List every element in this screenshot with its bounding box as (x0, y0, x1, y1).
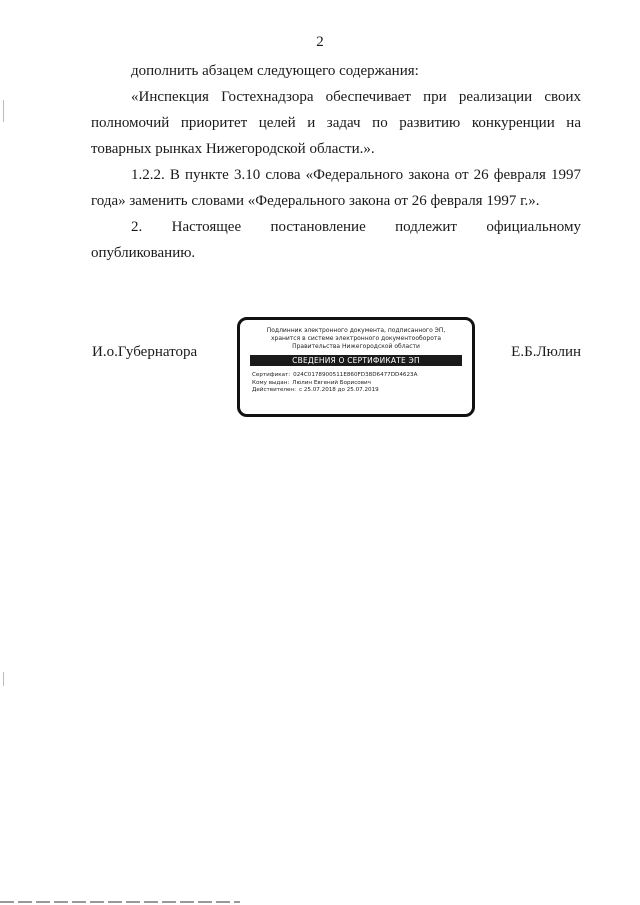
owner-value: Люлин Евгений Борисович (292, 379, 371, 386)
document-body (91, 58, 581, 266)
stamp-owner-row (252, 380, 472, 388)
owner-label: Кому выдан: (252, 379, 290, 386)
margin-mark (3, 100, 4, 122)
certificate-label: Сертификат: (252, 372, 291, 378)
signatory-title: И.о.Губернатора (92, 344, 198, 360)
paragraph-intro: дополнить абзацем следующего содержания: (131, 63, 419, 79)
paragraph-publication: 2. Настоящее постановление подлежит официальному опубликованию. (91, 219, 581, 261)
validity-value: с 25.07.2018 до 25.07.2019 (298, 387, 379, 393)
certificate-value: 024C0178900511E860FD38D6477DD4623A (293, 372, 418, 378)
stamp-header-line: Правительства Нижегородской области (292, 343, 420, 350)
stamp-header-line: хранится в системе электронного документооборота (270, 335, 442, 342)
electronic-signature-stamp (237, 317, 475, 417)
page-number: 2 (316, 34, 324, 50)
margin-mark (3, 672, 4, 686)
paragraph-amendment: 1.2.2. В пункте 3.10 слова «Федерального закона от 26 февраля 1997 года» заменить словами «Федерального закона от 26 февраля 1997 г.». (91, 167, 581, 209)
signatory-name: Е.Б.Люлин (511, 344, 581, 360)
stamp-details (252, 372, 472, 395)
paragraph-quote: «Инспекция Гостехнадзора обеспечивает при реализации своих полномочий приоритет целей и задач по развитию конкуренции на товарных рынках Нижегородской области.». (91, 89, 581, 157)
stamp-validity-row (252, 387, 472, 395)
stamp-certificate-row (252, 372, 472, 380)
validity-label: Действителен: (252, 387, 296, 393)
stamp-header (240, 327, 472, 351)
stamp-header-line: Подлинник электронного документа, подписанного ЭП, (266, 327, 446, 334)
scan-edge-strip (0, 901, 240, 903)
stamp-band: СВЕДЕНИЯ О СЕРТИФИКАТЕ ЭП (250, 355, 462, 366)
